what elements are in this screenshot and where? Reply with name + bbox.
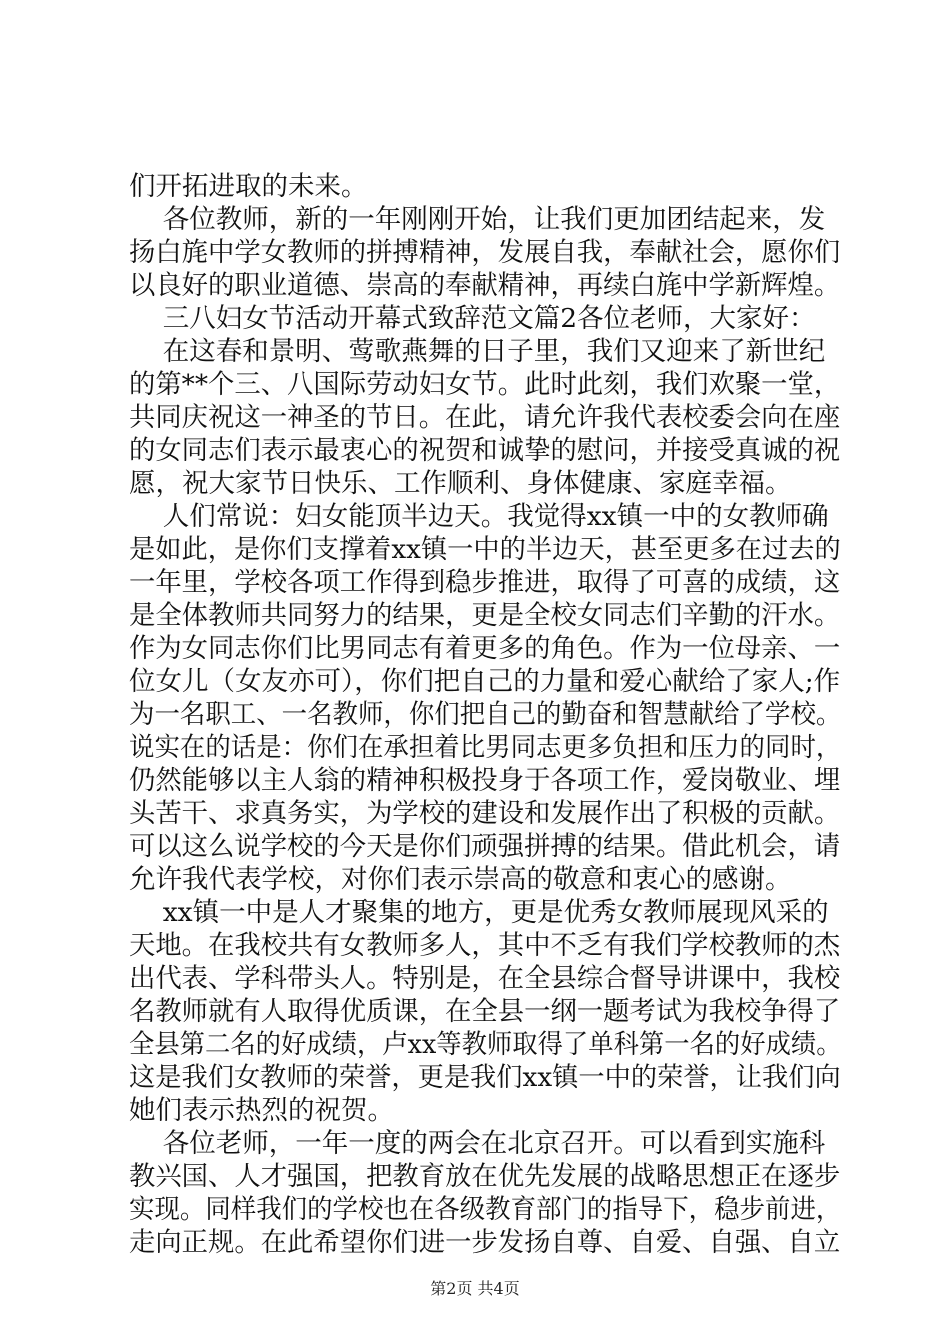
text-line: 三八妇女节活动开幕式致辞范文篇2各位老师，大家好： bbox=[129, 303, 816, 334]
text-line: 在这春和景明、莺歌燕舞的日子里，我们又迎来了新世纪 bbox=[129, 336, 826, 367]
text-line: 一年里，学校各项工作得到稳步推进，取得了可喜的成绩，这 bbox=[129, 567, 841, 598]
page-footer: 第2页 共4页 bbox=[430, 1279, 520, 1298]
text-line: 实现。同样我们的学校也在各级教育部门的指导下，稳步前进， bbox=[129, 1194, 842, 1225]
text-line: 的第**个三、八国际劳动妇女节。此时此刻，我们欢聚一堂， bbox=[129, 369, 841, 400]
text-line: 以良好的职业道德、崇高的奉献精神，再续白旄中学新辉煌。 bbox=[129, 270, 841, 301]
text-line: 可以这么说学校的今天是你们顽强拼搏的结果。借此机会，请 bbox=[129, 831, 841, 862]
text-line: 头苦干、求真务实，为学校的建设和发展作出了积极的贡献。 bbox=[129, 798, 841, 829]
text-line: 天地。在我校共有女教师多人，其中不乏有我们学校教师的杰 bbox=[129, 930, 841, 961]
text-line: 走向正规。在此希望你们进一步发扬自尊、自爱、自强、自立 bbox=[129, 1227, 841, 1258]
text-line: 她们表示热烈的祝贺。 bbox=[129, 1095, 394, 1126]
text-line: 各位教师，新的一年刚刚开始，让我们更加团结起来，发 bbox=[129, 204, 826, 235]
text-line: 名教师就有人取得优质课，在全县一纲一题考试为我校争得了 bbox=[129, 996, 841, 1027]
body-text bbox=[129, 170, 842, 1259]
text-line: 是如此，是你们支撑着xx镇一中的半边天，甚至更多在过去的 bbox=[129, 534, 841, 565]
text-line: 的女同志们表示最衷心的祝贺和诚挚的慰问，并接受真诚的祝 bbox=[129, 435, 841, 466]
text-line: 人们常说：妇女能顶半边天。我觉得xx镇一中的女教师确 bbox=[129, 501, 829, 532]
text-line: 出代表、学科带头人。特别是，在全县综合督导讲课中，我校 bbox=[129, 963, 841, 994]
text-line: 扬白旄中学女教师的拼搏精神，发展自我，奉献社会，愿你们 bbox=[129, 237, 841, 268]
text-line: 这是我们女教师的荣誉，更是我们xx镇一中的荣誉，让我们向 bbox=[129, 1062, 841, 1093]
text-line: xx镇一中是人才聚集的地方，更是优秀女教师展现风采的 bbox=[129, 897, 829, 928]
text-line: 位女儿（女友亦可），你们把自己的力量和爱心献给了家人;作 bbox=[129, 666, 841, 697]
text-line: 仍然能够以主人翁的精神积极投身于各项工作，爱岗敬业、埋 bbox=[129, 765, 841, 796]
text-line: 愿，祝大家节日快乐、工作顺利、身体健康、家庭幸福。 bbox=[129, 468, 792, 499]
text-line: 共同庆祝这一神圣的节日。在此，请允许我代表校委会向在座 bbox=[129, 402, 841, 433]
text-line: 是全体教师共同努力的结果，更是全校女同志们辛勤的汗水。 bbox=[129, 600, 841, 631]
text-line: 说实在的话是：你们在承担着比男同志更多负担和压力的同时， bbox=[129, 732, 842, 763]
text-line: 允许我代表学校，对你们表示崇高的敬意和衷心的感谢。 bbox=[129, 864, 792, 895]
text-line: 作为女同志你们比男同志有着更多的角色。作为一位母亲、一 bbox=[129, 633, 841, 664]
text-line: 为一名职工、一名教师，你们把自己的勤奋和智慧献给了学校。 bbox=[129, 699, 842, 730]
text-line: 们开拓进取的未来。 bbox=[129, 171, 368, 202]
text-line: 教兴国、人才强国，把教育放在优先发展的战略思想正在逐步 bbox=[129, 1161, 841, 1192]
text-line: 各位老师，一年一度的两会在北京召开。可以看到实施科 bbox=[129, 1128, 826, 1159]
text-line: 全县第二名的好成绩，卢xx等教师取得了单科第一名的好成绩。 bbox=[129, 1029, 842, 1060]
